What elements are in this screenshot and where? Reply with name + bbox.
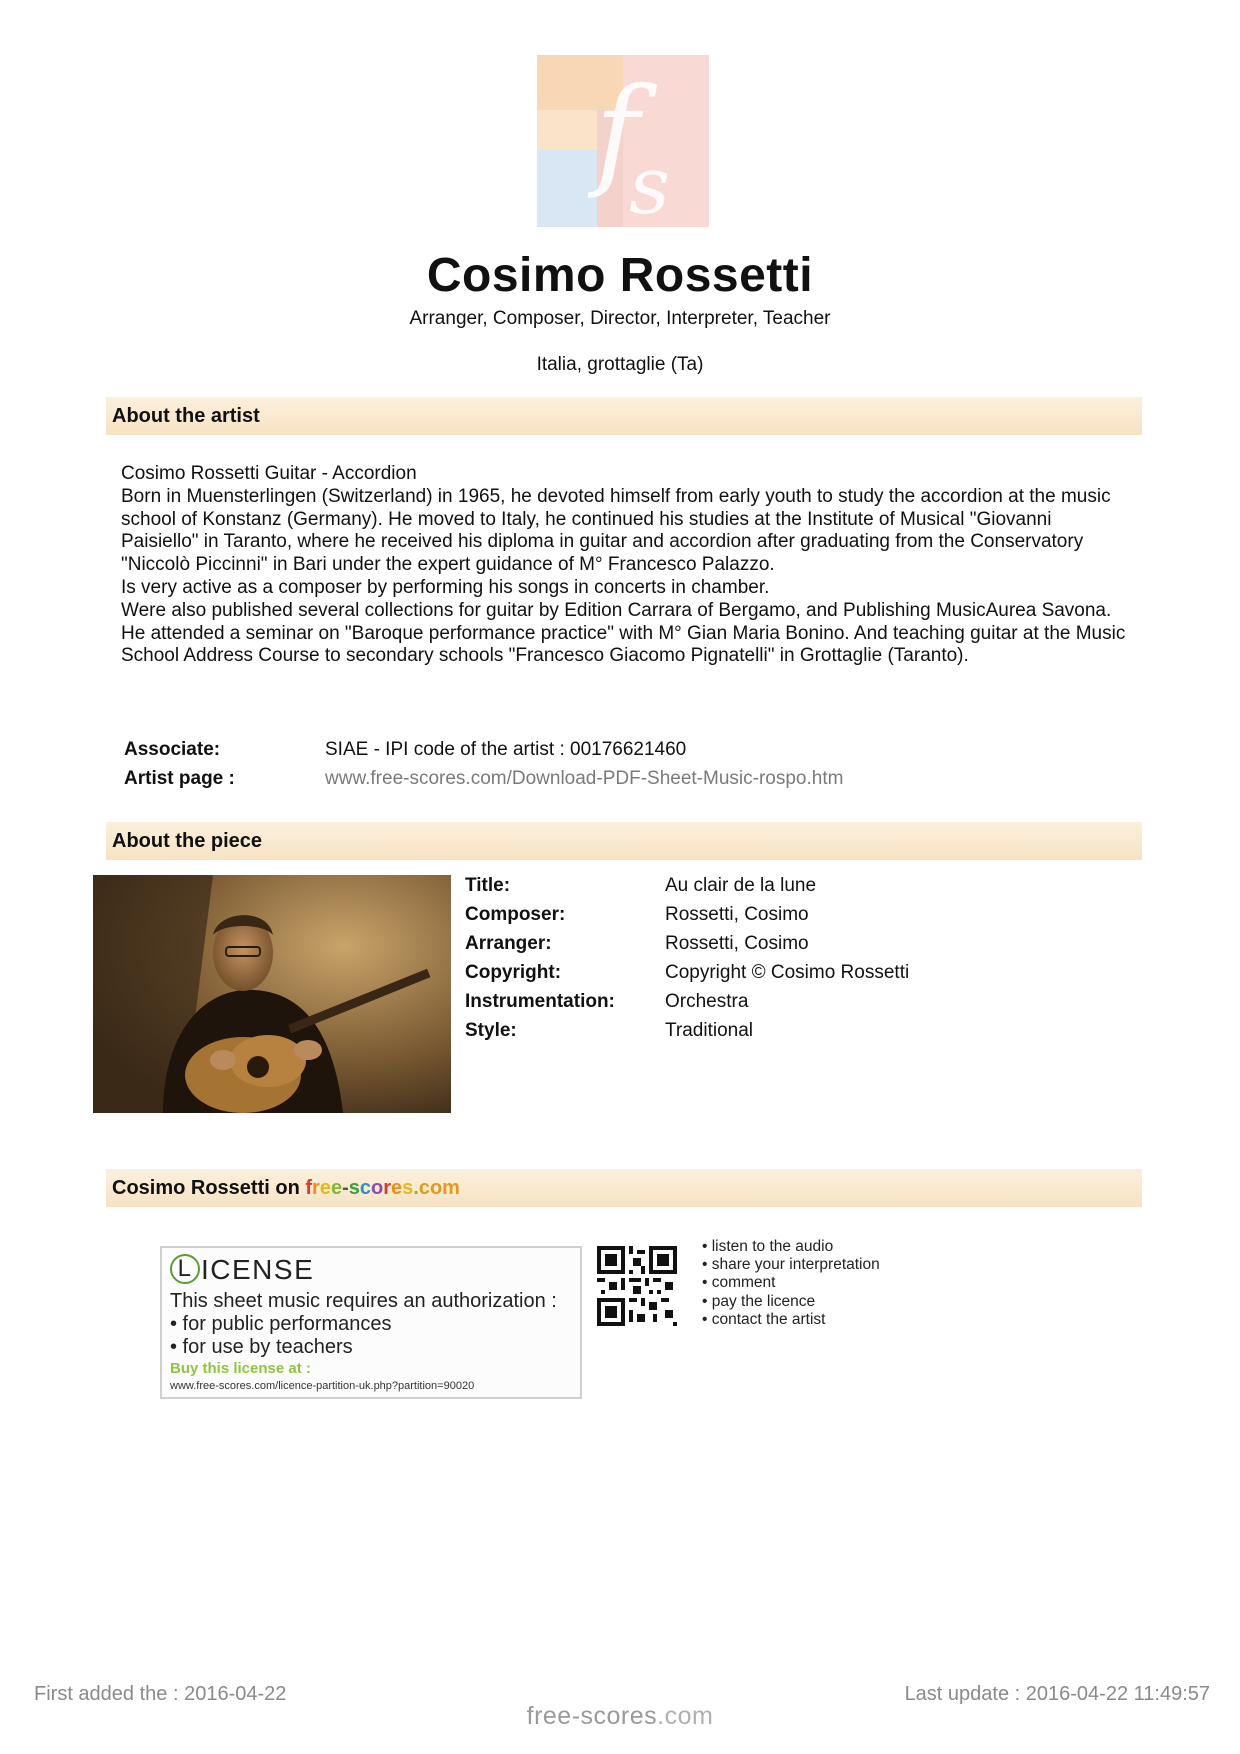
artist-on-site-heading [106,1169,1142,1207]
feature-comment[interactable]: • comment [702,1274,776,1292]
artist-name: Cosimo Rossetti [426,249,814,302]
feature-contact-artist[interactable]: • contact the artist [702,1310,826,1328]
license-intro: This sheet music requires an authorization : [170,1290,557,1312]
piece-value: Orchestra [665,991,749,1012]
piece-label: Instrumentation: [465,991,615,1012]
piece-row-composer [465,904,1025,930]
associate-value: SIAE - IPI code of the artist : 00176621460 [325,739,687,760]
artist-page-link[interactable]: www.free-scores.com/Download-PDF-Sheet-Music-rospo.htm [325,768,844,789]
footer-logo-part: .com [657,1702,714,1730]
last-update-date: Last update : 2016-04-22 11:49:57 [904,1683,1210,1705]
artist-location: Italia, grottaglie (Ta) [536,354,704,375]
features-list [702,1238,880,1329]
artist-bio [121,463,1131,668]
associate-label: Associate: [124,739,221,760]
license-title [170,1254,314,1286]
svg-text:f: f [595,63,640,202]
feature-listen-audio[interactable]: • listen to the audio [702,1238,834,1255]
license-l-icon: L [170,1254,200,1284]
license-title-text: ICENSE [201,1254,315,1285]
piece-value: Au clair de la lune [665,875,817,896]
piece-value: Traditional [665,1020,754,1041]
site-name-colored[interactable]: free-scores.com [305,1177,460,1199]
first-added-date: First added the : 2016-04-22 [34,1683,287,1705]
footer-logo-part: free-scor [526,1702,630,1730]
piece-row-title [465,875,1025,901]
piece-row-copyright [465,962,1025,988]
bio-paragraph: Were also published several collections for guitar by Edition Carrara of Bergamo, and Publishing MusicAurea Savona. [121,599,1112,621]
about-artist-heading: About the artist [106,397,1142,435]
free-scores-logo [537,55,709,227]
qr-code-icon[interactable] [597,1246,677,1326]
artist-page-label: Artist page : [124,768,235,789]
about-piece-heading: About the piece [106,822,1142,860]
artist-roles: Arranger, Composer, Director, Interpreter, Teacher [409,308,831,329]
associate-row [124,739,1024,763]
feature-pay-licence[interactable]: • pay the licence [702,1292,816,1310]
artist-on-site-prefix: Cosimo Rossetti on [112,1177,306,1199]
feature-share-interpretation[interactable]: • share your interpretation [702,1256,880,1274]
bio-paragraph: He attended a seminar on "Baroque performance practice" with M° Gian Maria Bonino. And teaching guitar at the Music School Address Course to secondary schools "Francesco Giacomo Pignatelli" in Grottaglie (Taranto). [121,622,1126,667]
piece-label: Style: [465,1020,517,1041]
license-url-link[interactable]: www.free-scores.com/licence-partition-uk.php?partition=90020 [170,1380,475,1392]
license-item: • for use by teachers [170,1336,353,1358]
piece-label: Arranger: [465,933,552,954]
license-item: • for public performances [170,1313,392,1335]
piece-value: Rossetti, Cosimo [665,933,809,954]
piece-row-arranger [465,933,1025,959]
footer-logo-part: es [629,1702,658,1730]
piece-label: Composer: [465,904,566,925]
license-box [160,1246,582,1399]
piece-value: Rossetti, Cosimo [665,904,809,925]
artist-photo [93,875,451,1113]
piece-row-style [465,1020,1025,1046]
piece-row-instrumentation [465,991,1025,1017]
bio-paragraph: Born in Muensterlingen (Switzerland) in 1965, he devoted himself from early youth to study the accordion at the music school of Konstanz (Germany). He moved to Italy, he continued his studies at the Institute of Musical "Giovanni Paisiello" in Taranto, where he received his diploma in guitar and accordion after graduating from the Conservatory "Niccolò Piccinni" in Bari under the expert guidance of M° Francesco Palazzo. [121,485,1111,576]
piece-value: Copyright © Cosimo Rossetti [665,962,910,983]
footer-site-logo [0,1702,1240,1731]
piece-label: Copyright: [465,962,562,983]
license-text [170,1290,557,1359]
artist-page-row [124,768,1024,792]
bio-paragraph: Cosimo Rossetti Guitar - Accordion [121,463,417,484]
bio-paragraph: Is very active as a composer by performing his songs in concerts in chamber. [121,576,770,598]
svg-text:s: s [629,139,671,227]
piece-label: Title: [465,875,511,896]
license-buy-label: Buy this license at : [170,1360,311,1377]
